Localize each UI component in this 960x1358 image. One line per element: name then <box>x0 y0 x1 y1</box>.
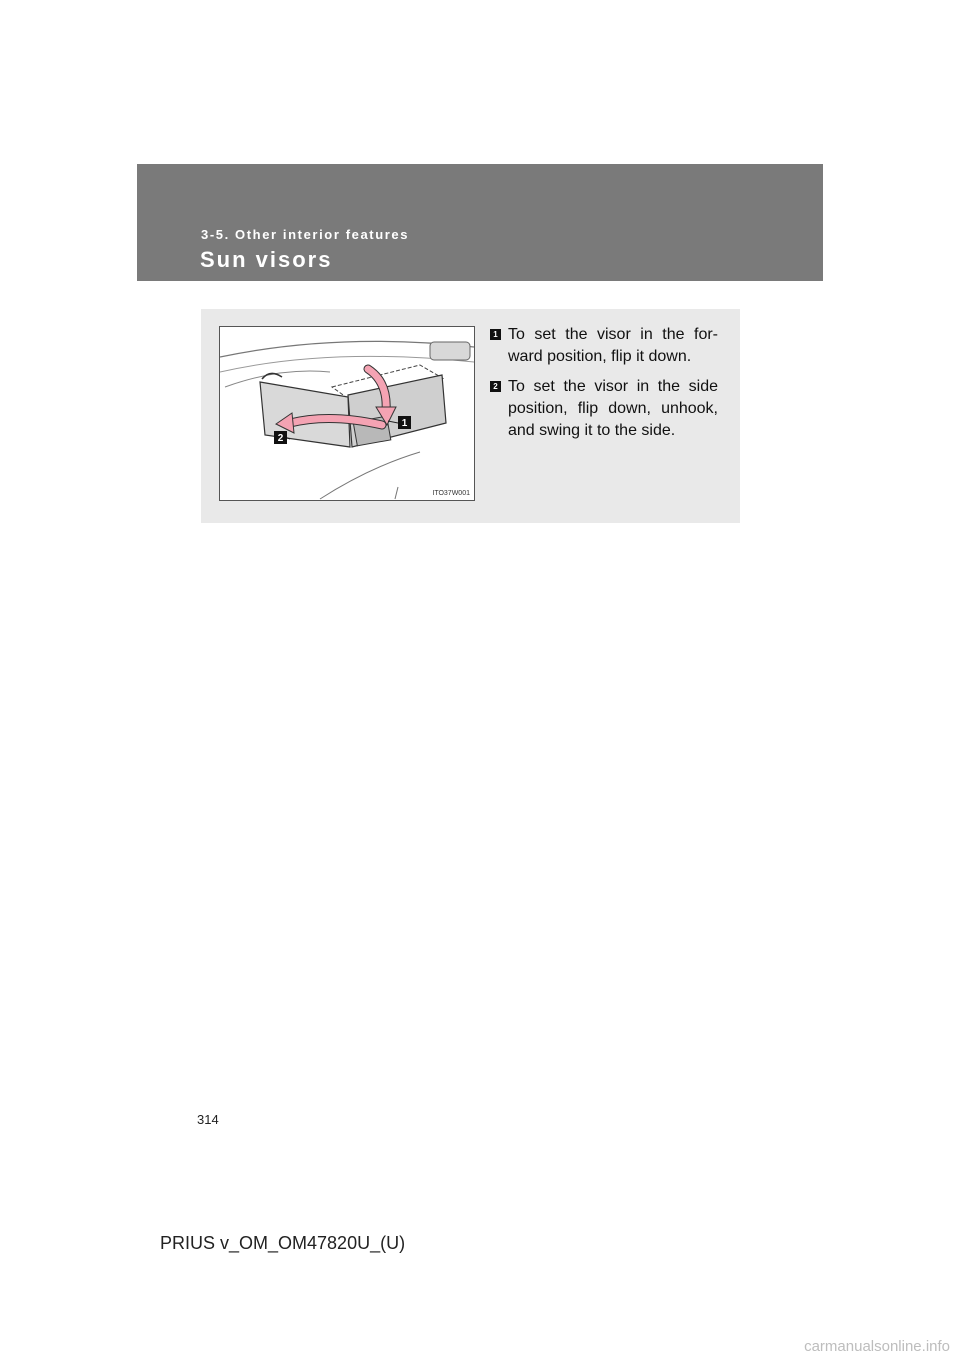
step-text: To set the visor in the side position, flip down, unhook, and swing it to the side. <box>508 378 718 439</box>
callout-2-label: 2 <box>277 433 284 444</box>
page-title: Sun visors <box>200 247 333 272</box>
page-number: 314 <box>197 1112 219 1127</box>
watermark: carmanualsonline.info <box>804 1338 950 1355</box>
section-label: 3-5. Other interior features <box>201 227 410 242</box>
sun-visor-drawing <box>220 327 474 500</box>
steps-list <box>490 324 718 450</box>
step-text: To set the visor in the for-ward position, flip it down. <box>508 326 718 365</box>
step-item <box>490 376 718 442</box>
figure-code: ITO37W001 <box>432 490 470 497</box>
step-number-badge: 2 <box>490 381 501 392</box>
footer-doc-id: PRIUS v_OM_OM47820U_(U) <box>160 1233 406 1253</box>
step-item <box>490 324 718 368</box>
header-band <box>137 164 823 281</box>
step-number-badge: 1 <box>490 329 501 340</box>
sun-visor-illustration <box>219 326 475 501</box>
content-box <box>201 309 740 523</box>
callout-1-label: 1 <box>401 418 408 429</box>
